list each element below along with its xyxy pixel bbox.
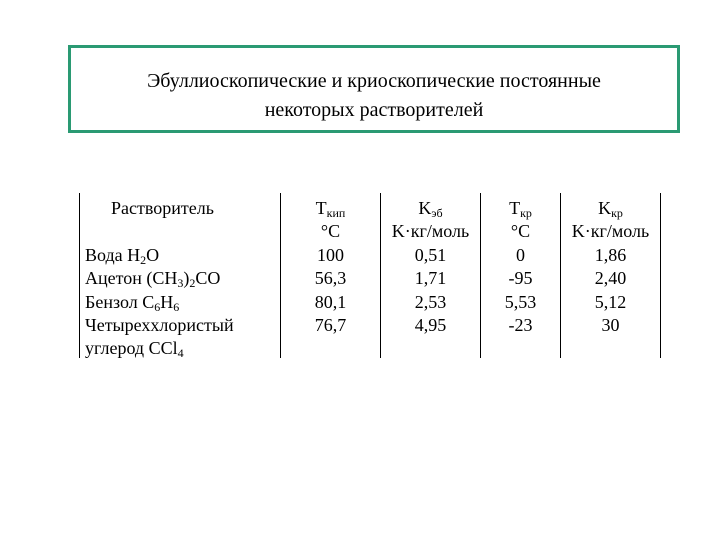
header-k-cr-unit: K·кг/моль bbox=[571, 221, 650, 242]
k-cr-cell: 30 bbox=[601, 314, 620, 335]
t-cryst-cell: -23 bbox=[508, 314, 533, 335]
k-eb-cell: 2,53 bbox=[414, 291, 447, 312]
k-cr-cell: 5,12 bbox=[594, 291, 627, 312]
solvent-cell: Бензол $C_6H_6$ bbox=[85, 291, 180, 314]
title-line-1: Эбуллиоскопические и криоскопические постоянные bbox=[147, 70, 601, 92]
header-k-cr: $K_{кр}$ bbox=[598, 198, 623, 220]
solvent-spacer bbox=[85, 220, 285, 243]
k-cr-cell: 2,40 bbox=[594, 268, 627, 289]
k-cr-cell: 1,86 bbox=[594, 244, 627, 265]
t-cryst-cell: -95 bbox=[508, 268, 533, 289]
column-k-eb bbox=[381, 197, 480, 337]
constants-table bbox=[79, 193, 661, 361]
k-eb-cell: 0,51 bbox=[414, 244, 447, 265]
header-k-eb: $K_{эб}$ bbox=[418, 198, 443, 220]
k-eb-cell: 1,71 bbox=[414, 268, 447, 289]
header-solvent: Растворитель bbox=[111, 198, 214, 218]
k-eb-cell: 4,95 bbox=[414, 314, 447, 335]
t-cryst-cell: 5,53 bbox=[504, 291, 537, 312]
solvent-cell: углерод CCl$_4$ bbox=[85, 338, 184, 361]
solvent-cell: Ацетон $(CH_3)_2CO$ bbox=[85, 268, 221, 291]
column-k-cr bbox=[561, 197, 660, 337]
title-line-2: некоторых растворителей bbox=[264, 99, 484, 121]
solvent-cell: Вода $H_2O$ bbox=[85, 244, 160, 267]
t-boil-cell: 100 bbox=[317, 244, 344, 265]
title-box bbox=[68, 45, 680, 133]
t-boil-cell: 56,3 bbox=[314, 268, 347, 289]
column-solvent bbox=[85, 197, 285, 361]
header-t-cryst-unit: °C bbox=[510, 221, 531, 242]
column-t-cryst bbox=[481, 197, 560, 337]
t-cryst-cell: 0 bbox=[516, 244, 525, 265]
column-t-boil bbox=[281, 197, 380, 337]
header-k-eb-unit: K·кг/моль bbox=[391, 221, 470, 242]
table-right-border bbox=[660, 193, 661, 358]
header-t-cryst: $T_{кр}$ bbox=[509, 198, 532, 220]
header-t-boil-unit: °C bbox=[320, 221, 341, 242]
solvent-cell: Четыреххлористый bbox=[85, 314, 234, 335]
table-left-border bbox=[79, 193, 80, 358]
t-boil-cell: 80,1 bbox=[314, 291, 347, 312]
t-boil-cell: 76,7 bbox=[314, 314, 347, 335]
header-t-boil: $T_{кип}$ bbox=[315, 198, 346, 220]
